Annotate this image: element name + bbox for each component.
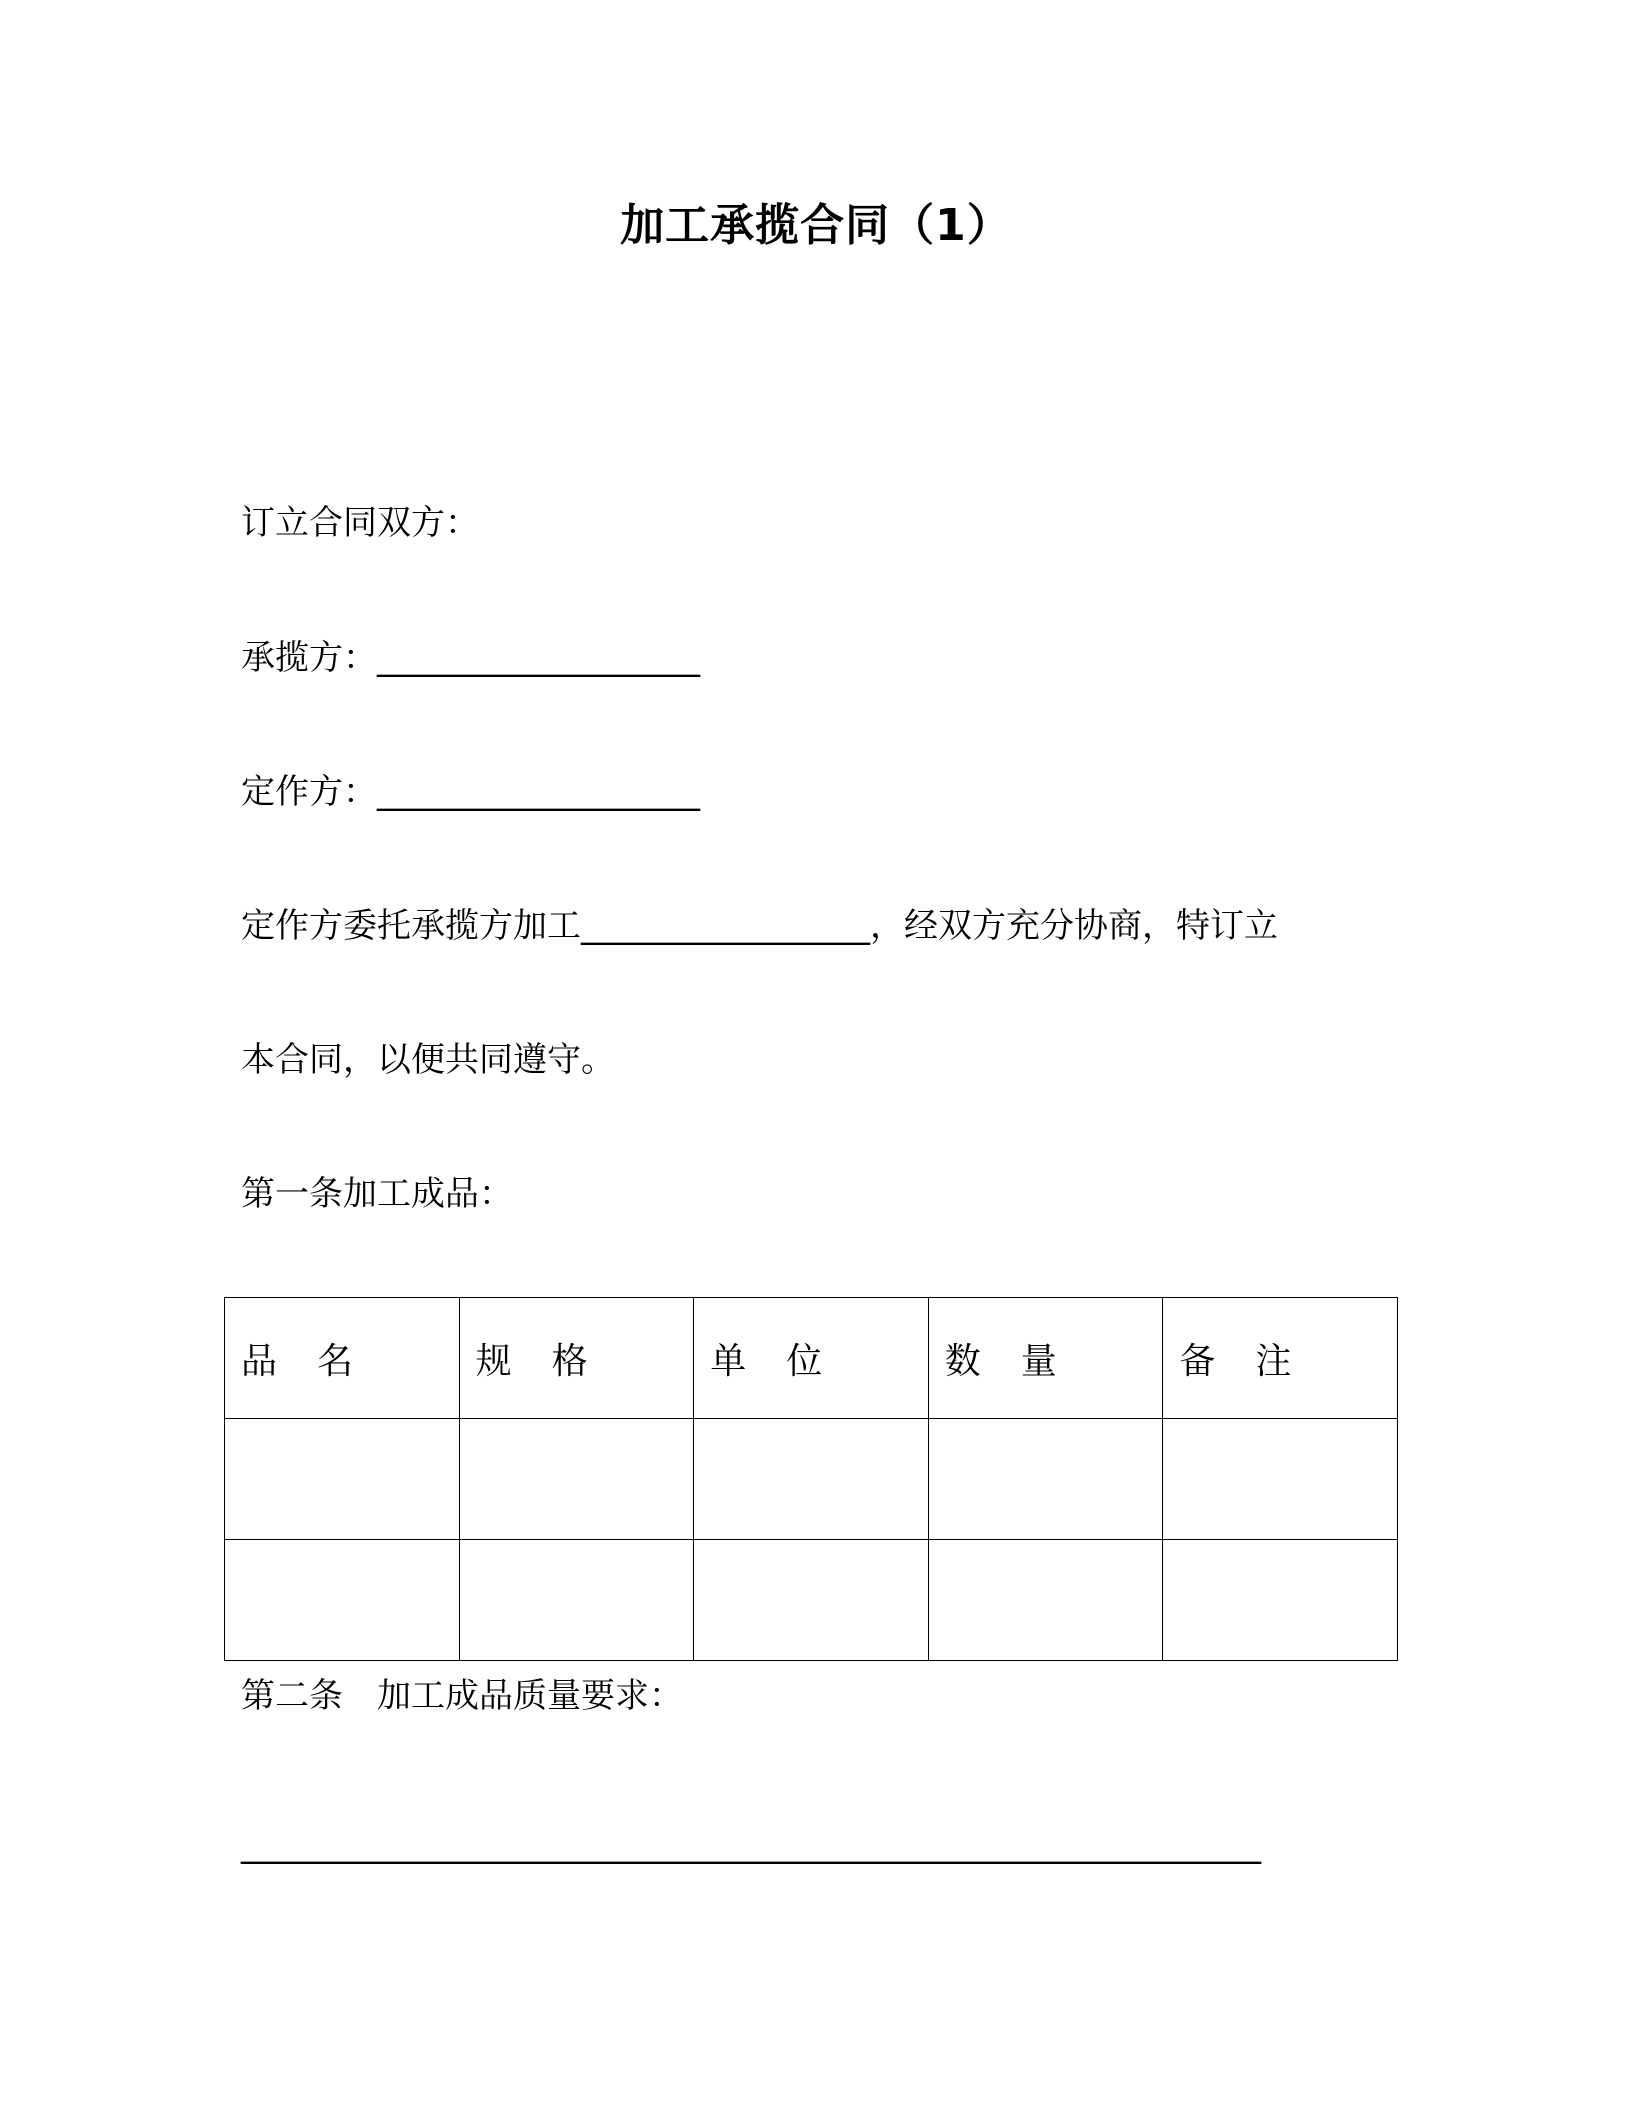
header-remarks: 备 注 [1163, 1298, 1398, 1419]
article-1-heading: 第一条加工成品： [241, 1174, 513, 1214]
table-cell [225, 1419, 460, 1540]
header-unit: 单 位 [694, 1298, 929, 1419]
header-product-name: 品 名 [225, 1298, 460, 1419]
header-quantity: 数 量 [928, 1298, 1163, 1419]
table-cell [225, 1540, 460, 1661]
table-cell [928, 1540, 1163, 1661]
table-header-row [225, 1298, 1398, 1419]
header-specification: 规 格 [459, 1298, 694, 1419]
quality-requirements-blank-line: ____________________________________________________________ [241, 1825, 1261, 1865]
entrust-line-continued: 本合同，以便共同遵守。 [241, 1040, 615, 1080]
table-cell [459, 1419, 694, 1540]
table-cell [694, 1419, 929, 1540]
table-row [225, 1540, 1398, 1661]
products-table [224, 1297, 1398, 1661]
parties-heading: 订立合同双方： [241, 503, 479, 543]
table-cell [1163, 1540, 1398, 1661]
document-title: 加工承揽合同（1） [620, 200, 1012, 251]
article-2-heading: 第二条 加工成品质量要求： [241, 1676, 683, 1716]
contractor-line: 承揽方：___________________ [241, 638, 700, 678]
table-cell [694, 1540, 929, 1661]
table-cell [928, 1419, 1163, 1540]
client-line: 定作方：___________________ [241, 772, 700, 812]
table-cell [459, 1540, 694, 1661]
table-row [225, 1419, 1398, 1540]
table-cell [1163, 1419, 1398, 1540]
entrust-line: 定作方委托承揽方加工_________________，经双方充分协商，特订立 [241, 906, 1278, 946]
